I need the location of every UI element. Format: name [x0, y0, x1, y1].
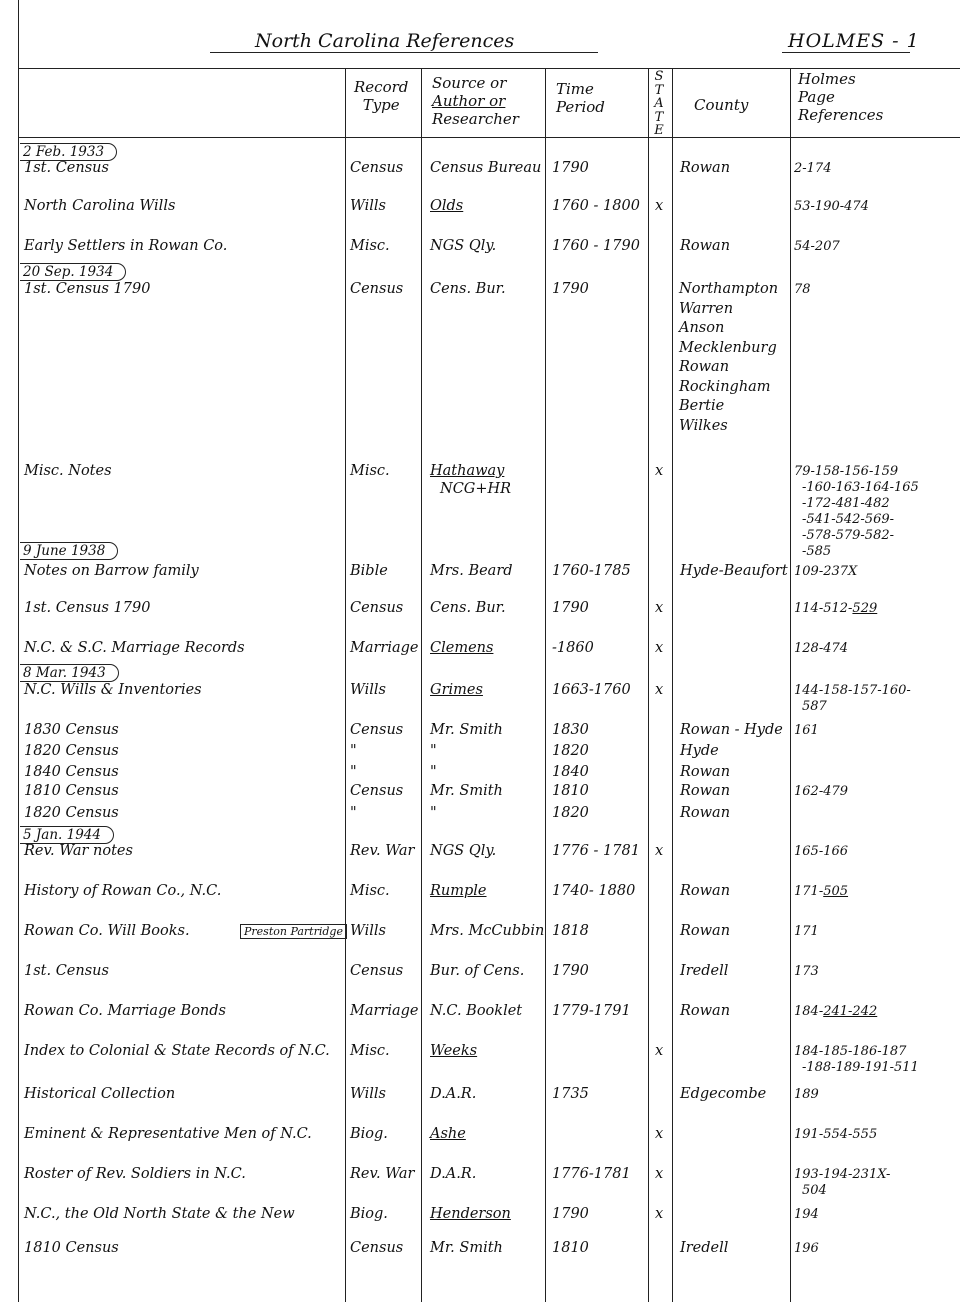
row-title: N.C., the Old North State & the New	[24, 1206, 295, 1222]
row-holmes-pages: 196	[794, 1241, 819, 1256]
row-time-period: 1810	[552, 1240, 589, 1256]
row-holmes-pages: 144-158-157-160-	[794, 683, 911, 698]
row-source: Cens. Bur.	[430, 600, 506, 616]
row-title: 1820 Census	[24, 805, 119, 821]
header-source	[432, 74, 519, 128]
row-title: 1st. Census 1790	[24, 600, 151, 616]
row-source: Bur. of Cens.	[430, 963, 525, 979]
header-source-line1: Source or	[432, 74, 507, 92]
row-holmes-pages: 161	[794, 723, 819, 738]
row-holmes-pages: 114-512-529	[794, 601, 878, 616]
row-time-period: 1810	[552, 783, 589, 799]
col-rule-time	[545, 68, 546, 1302]
row-bracket-note: Preston Partridge	[240, 924, 347, 939]
row-source: Mr. Smith	[430, 1240, 503, 1256]
row-source: D.A.R.	[430, 1166, 477, 1182]
row-title: 1810 Census	[24, 783, 119, 799]
row-county: Rowan	[680, 1003, 731, 1019]
row-time-period: 1790	[552, 160, 589, 176]
row-holmes-pages: 78	[794, 282, 811, 297]
county-list-item: Wilkes	[679, 417, 728, 434]
row-source: "	[430, 805, 437, 821]
row-source: Grimes	[430, 682, 483, 698]
row-holmes-pages: 53-190-474	[794, 199, 869, 214]
header-bottom-rule	[18, 137, 960, 138]
row-record-type: Bible	[350, 563, 388, 579]
row-source: Cens. Bur.	[430, 281, 506, 297]
header-time-period	[556, 80, 605, 116]
header-record-type	[354, 78, 408, 114]
row-source: Olds	[430, 198, 464, 214]
row-holmes-pages: 189	[794, 1087, 819, 1102]
row-source: "	[430, 764, 437, 780]
row-holmes-pages: 193-194-231X-	[794, 1167, 891, 1182]
col-rule-type	[345, 68, 346, 1302]
row-county: Edgecombe	[680, 1086, 767, 1102]
row-record-type: Marriage	[350, 1003, 419, 1019]
row-holmes-pages: 171	[794, 924, 819, 939]
title-underline	[210, 52, 598, 53]
row-source: Rumple	[430, 883, 487, 899]
row-record-type: Census	[350, 160, 404, 176]
row-record-type: Misc.	[350, 238, 390, 254]
row-record-type: Census	[350, 722, 404, 738]
row-title: 1st. Census	[24, 160, 109, 176]
row-title: Early Settlers in Rowan Co.	[24, 238, 228, 254]
row-holmes-pages: 587	[802, 699, 827, 714]
row-source: Mr. Smith	[430, 722, 503, 738]
row-record-type: Wills	[350, 1086, 387, 1102]
row-source: Mr. Smith	[430, 783, 503, 799]
row-time-period: 1790	[552, 281, 589, 297]
row-record-type: Misc.	[350, 463, 390, 479]
row-record-type: "	[350, 743, 357, 759]
row-record-type: "	[350, 764, 357, 780]
row-source-line2: NCG+HR	[440, 481, 512, 497]
row-holmes-pages: 54-207	[794, 239, 840, 254]
row-county: Hyde	[680, 743, 719, 759]
header-state	[652, 70, 666, 138]
date-tag: 5 Jan. 1944	[20, 826, 114, 844]
row-source: Mrs. Beard	[430, 563, 513, 579]
row-state-mark: x	[655, 198, 664, 214]
row-source: Census Bureau	[430, 160, 542, 176]
header-state-t: T	[654, 82, 664, 98]
row-record-type: Wills	[350, 198, 387, 214]
id-underline	[782, 52, 910, 53]
row-record-type: Misc.	[350, 883, 390, 899]
row-county: Rowan	[680, 783, 731, 799]
row-title: History of Rowan Co., N.C.	[24, 883, 222, 899]
row-title: Rev. War notes	[24, 843, 133, 859]
row-holmes-pages: 191-554-555	[794, 1127, 878, 1142]
row-time-period: 1663-1760	[552, 682, 631, 698]
row-title: Eminent & Representative Men of N.C.	[24, 1126, 312, 1142]
row-source: Hathaway	[430, 463, 505, 479]
header-time-line2: Period	[556, 98, 605, 116]
col-rule-holmes	[790, 68, 791, 1302]
row-record-type: Marriage	[350, 640, 419, 656]
row-record-type: "	[350, 805, 357, 821]
header-holmes	[798, 70, 883, 124]
county-list-1790	[679, 280, 778, 436]
row-title: Misc. Notes	[24, 463, 112, 479]
row-state-mark: x	[655, 1126, 664, 1142]
row-title: Index to Colonial & State Records of N.C.	[24, 1043, 330, 1059]
row-holmes-pages: 184-185-186-187	[794, 1044, 907, 1059]
row-holmes-pages: -585	[802, 544, 832, 559]
county-list-item: Anson	[679, 320, 725, 336]
row-title: Roster of Rev. Soldiers in N.C.	[24, 1166, 246, 1182]
header-holmes-line1: Holmes	[798, 70, 856, 88]
row-title: N.C. Wills & Inventories	[24, 682, 202, 698]
row-holmes-pages: 504	[802, 1183, 827, 1198]
row-time-period: 1760-1785	[552, 563, 631, 579]
row-county: Rowan	[680, 923, 731, 939]
row-time-period: 1790	[552, 1206, 589, 1222]
row-county: Rowan	[680, 238, 731, 254]
row-state-mark: x	[655, 600, 664, 616]
row-title: 1st. Census 1790	[24, 281, 151, 297]
row-source: Ashe	[430, 1126, 466, 1142]
row-holmes-pages: -172-481-482	[802, 496, 890, 511]
row-time-period: -1860	[552, 640, 594, 656]
row-holmes-pages: 109-237X	[794, 564, 858, 579]
header-county: County	[694, 96, 749, 114]
row-time-period: 1740- 1880	[552, 883, 636, 899]
row-holmes-pages: 165-166	[794, 844, 849, 859]
header-time-line1: Time	[556, 80, 594, 98]
row-source: Henderson	[430, 1206, 511, 1222]
row-holmes-pages: -160-163-164-165	[802, 480, 919, 495]
header-state-e: E	[654, 123, 664, 138]
row-state-mark: x	[655, 843, 664, 859]
row-county: Rowan	[680, 883, 731, 899]
row-holmes-pages: 194	[794, 1207, 819, 1222]
row-time-period: 1820	[552, 805, 589, 821]
row-holmes-pages: 2-174	[794, 161, 832, 176]
row-time-period: 1818	[552, 923, 589, 939]
row-county: Rowan	[680, 764, 731, 780]
row-record-type: Biog.	[350, 1126, 388, 1142]
header-record-type-line1: Record	[354, 78, 409, 96]
row-time-period: 1760 - 1790	[552, 238, 640, 254]
row-title: Notes on Barrow family	[24, 563, 199, 579]
row-source: N.C. Booklet	[430, 1003, 523, 1019]
row-title: Rowan Co. Will Books.	[24, 923, 190, 939]
county-list-item: Mecklenburg	[679, 339, 777, 356]
row-county: Rowan - Hyde	[680, 722, 783, 738]
row-source: "	[430, 743, 437, 759]
header-source-line3: Researcher	[432, 110, 519, 128]
county-list-item: Rockingham	[679, 378, 771, 395]
row-record-type: Misc.	[350, 1043, 390, 1059]
row-title: Historical Collection	[24, 1086, 176, 1102]
row-time-period: 1735	[552, 1086, 589, 1102]
row-time-period: 1779-1791	[552, 1003, 631, 1019]
county-list-item: Rowan	[679, 359, 730, 375]
row-record-type: Census	[350, 600, 404, 616]
row-source: Mrs. McCubbin	[430, 923, 545, 939]
row-time-period: 1840	[552, 764, 589, 780]
row-source: Weeks	[430, 1043, 478, 1059]
row-title: 1820 Census	[24, 743, 119, 759]
row-record-type: Rev. War	[350, 843, 415, 859]
row-county: Iredell	[680, 1240, 729, 1256]
row-title: Rowan Co. Marriage Bonds	[24, 1003, 226, 1019]
county-list-item: Northampton	[679, 281, 779, 297]
row-county: Hyde-Beaufort	[680, 563, 788, 579]
row-title: 1810 Census	[24, 1240, 119, 1256]
row-time-period: 1820	[552, 743, 589, 759]
col-rule-left	[18, 0, 19, 1302]
row-holmes-pages: -578-579-582-	[802, 528, 895, 543]
row-title: N.C. & S.C. Marriage Records	[24, 640, 245, 656]
row-title: 1st. Census	[24, 963, 109, 979]
row-record-type: Rev. War	[350, 1166, 415, 1182]
row-source: NGS Qly.	[430, 238, 497, 254]
row-county: Rowan	[680, 805, 731, 821]
row-source: NGS Qly.	[430, 843, 497, 859]
row-holmes-pages: 184-241-242	[794, 1004, 878, 1019]
document-id: HOLMES - 1	[788, 30, 920, 52]
row-title: North Carolina Wills	[24, 198, 176, 214]
holmes-page-underlined: 505	[823, 884, 849, 899]
date-tag: 8 Mar. 1943	[20, 664, 119, 682]
holmes-page-underlined: 529	[852, 601, 878, 616]
row-holmes-pages: -541-542-569-	[802, 512, 895, 527]
row-time-period: 1776 - 1781	[552, 843, 640, 859]
row-time-period: 1790	[552, 963, 589, 979]
row-county: Iredell	[680, 963, 729, 979]
header-state-t2: T	[654, 109, 664, 125]
row-holmes-pages: 128-474	[794, 641, 849, 656]
row-county: Rowan	[680, 160, 731, 176]
row-title: 1830 Census	[24, 722, 119, 738]
holmes-page-underlined: 241-242	[823, 1004, 878, 1019]
header-state-a: A	[654, 96, 664, 111]
row-source: Clemens	[430, 640, 494, 656]
row-holmes-pages: 79-158-156-159	[794, 464, 899, 479]
row-record-type: Census	[350, 783, 404, 799]
row-state-mark: x	[655, 1206, 664, 1222]
header-holmes-line3: References	[798, 106, 884, 124]
row-record-type: Biog.	[350, 1206, 388, 1222]
county-list-item: Warren	[679, 300, 734, 317]
row-time-period: 1830	[552, 722, 589, 738]
document-title: North Carolina References	[255, 30, 515, 52]
row-holmes-pages: -188-189-191-511	[802, 1060, 919, 1075]
row-holmes-pages: 173	[794, 964, 819, 979]
row-record-type: Wills	[350, 682, 387, 698]
row-record-type: Census	[350, 1240, 404, 1256]
table-top-rule	[18, 68, 960, 69]
header-source-line2: Author or	[432, 92, 506, 110]
row-record-type: Wills	[350, 923, 387, 939]
row-state-mark: x	[655, 463, 664, 479]
row-holmes-pages: 162-479	[794, 784, 849, 799]
row-source: D.A.R.	[430, 1086, 477, 1102]
county-list-item: Bertie	[679, 398, 725, 414]
header-holmes-line2: Page	[798, 88, 835, 106]
date-tag: 20 Sep. 1934	[20, 263, 126, 281]
row-state-mark: x	[655, 1166, 664, 1182]
row-record-type: Census	[350, 963, 404, 979]
date-tag: 2 Feb. 1933	[20, 143, 117, 161]
header-state-s: S	[654, 69, 664, 84]
col-rule-state	[648, 68, 649, 1302]
row-holmes-pages: 171-505	[794, 884, 849, 899]
row-time-period: 1776-1781	[552, 1166, 631, 1182]
row-state-mark: x	[655, 1043, 664, 1059]
row-record-type: Census	[350, 281, 404, 297]
header-record-type-line2: Type	[362, 96, 400, 114]
col-rule-source	[421, 68, 422, 1302]
row-time-period: 1760 - 1800	[552, 198, 640, 214]
row-state-mark: x	[655, 682, 664, 698]
date-tag: 9 June 1938	[20, 542, 118, 560]
col-rule-county	[672, 68, 673, 1302]
row-title: 1840 Census	[24, 764, 119, 780]
row-state-mark: x	[655, 640, 664, 656]
row-time-period: 1790	[552, 600, 589, 616]
